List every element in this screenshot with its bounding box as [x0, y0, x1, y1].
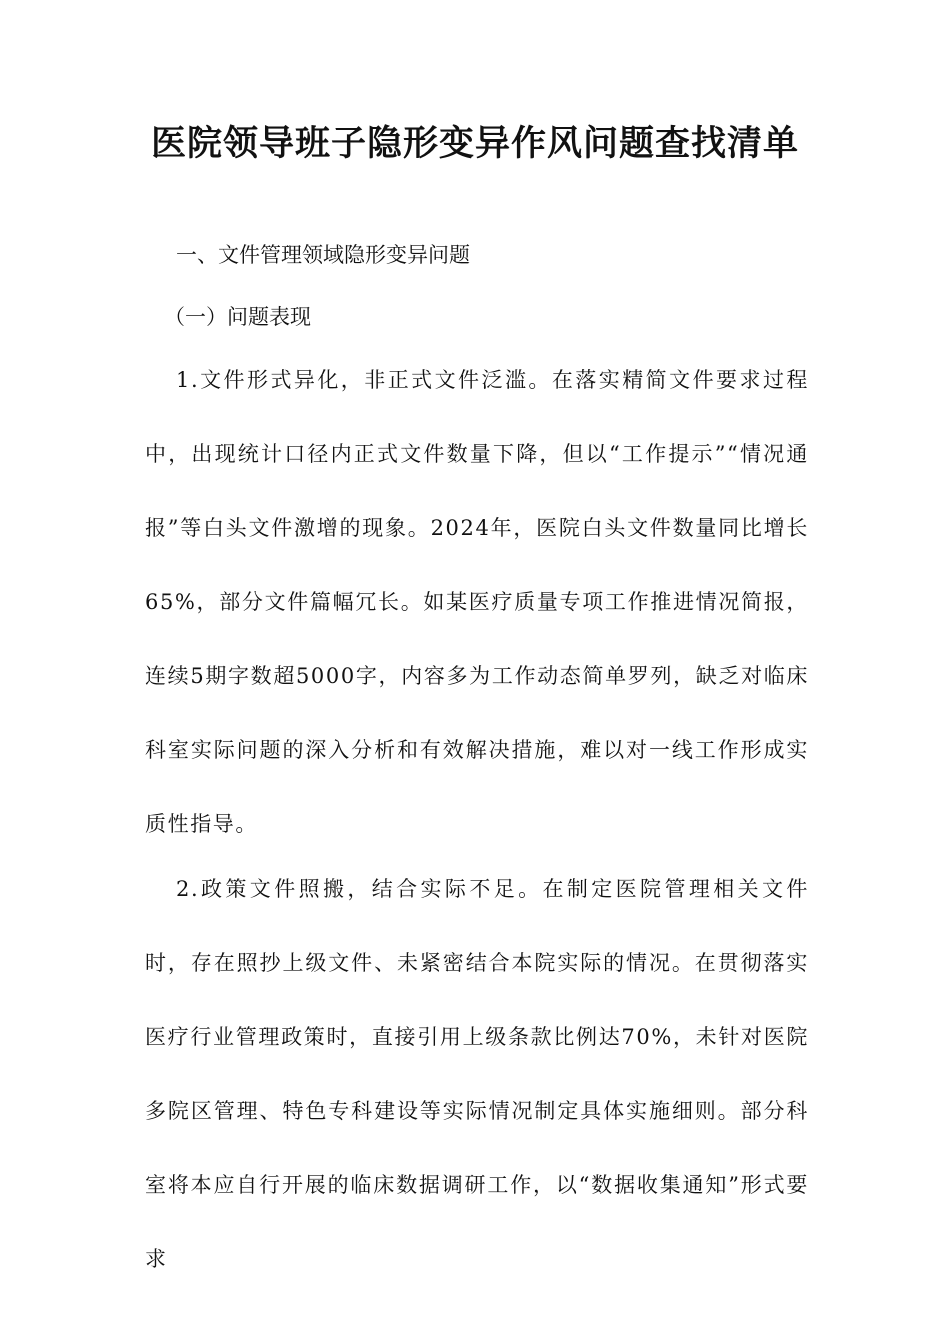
section-heading: 一、文件管理领域隐形变异问题 — [176, 243, 470, 267]
paragraph-2: 2.政策文件照搬，结合实际不足。在制定医院管理相关文件时，存在照抄上级文件、未紧密结合本院实际的情况。在贯彻落实医疗行业管理政策时，直接引用上级条款比例达70%，未针对医院多院区管理、特色专科建设等实际情况制定具体实施细则。部分科室将本应自行开展的临床数据调研工作，以“数据收集通知”形式要求 — [145, 877, 810, 1271]
document-title: 医院领导班子隐形变异作风问题查找清单 — [150, 123, 799, 164]
paragraph-1: 1.文件形式异化，非正式文件泛滥。在落实精简文件要求过程中，出现统计口径内正式文件数量下降，但以“工作提示”“情况通报”等白头文件激增的现象。2024年，医院白头文件数量同比增长65%，部分文件篇幅冗长。如某医疗质量专项工作推进情况简报，连续5期字数超5000字，内容多为工作动态简单罗列，缺乏对临床科室实际问题的深入分析和有效解决措施，难以对一线工作形成实质性指导。 — [145, 368, 809, 836]
sub-heading: （一）问题表现 — [164, 305, 311, 329]
